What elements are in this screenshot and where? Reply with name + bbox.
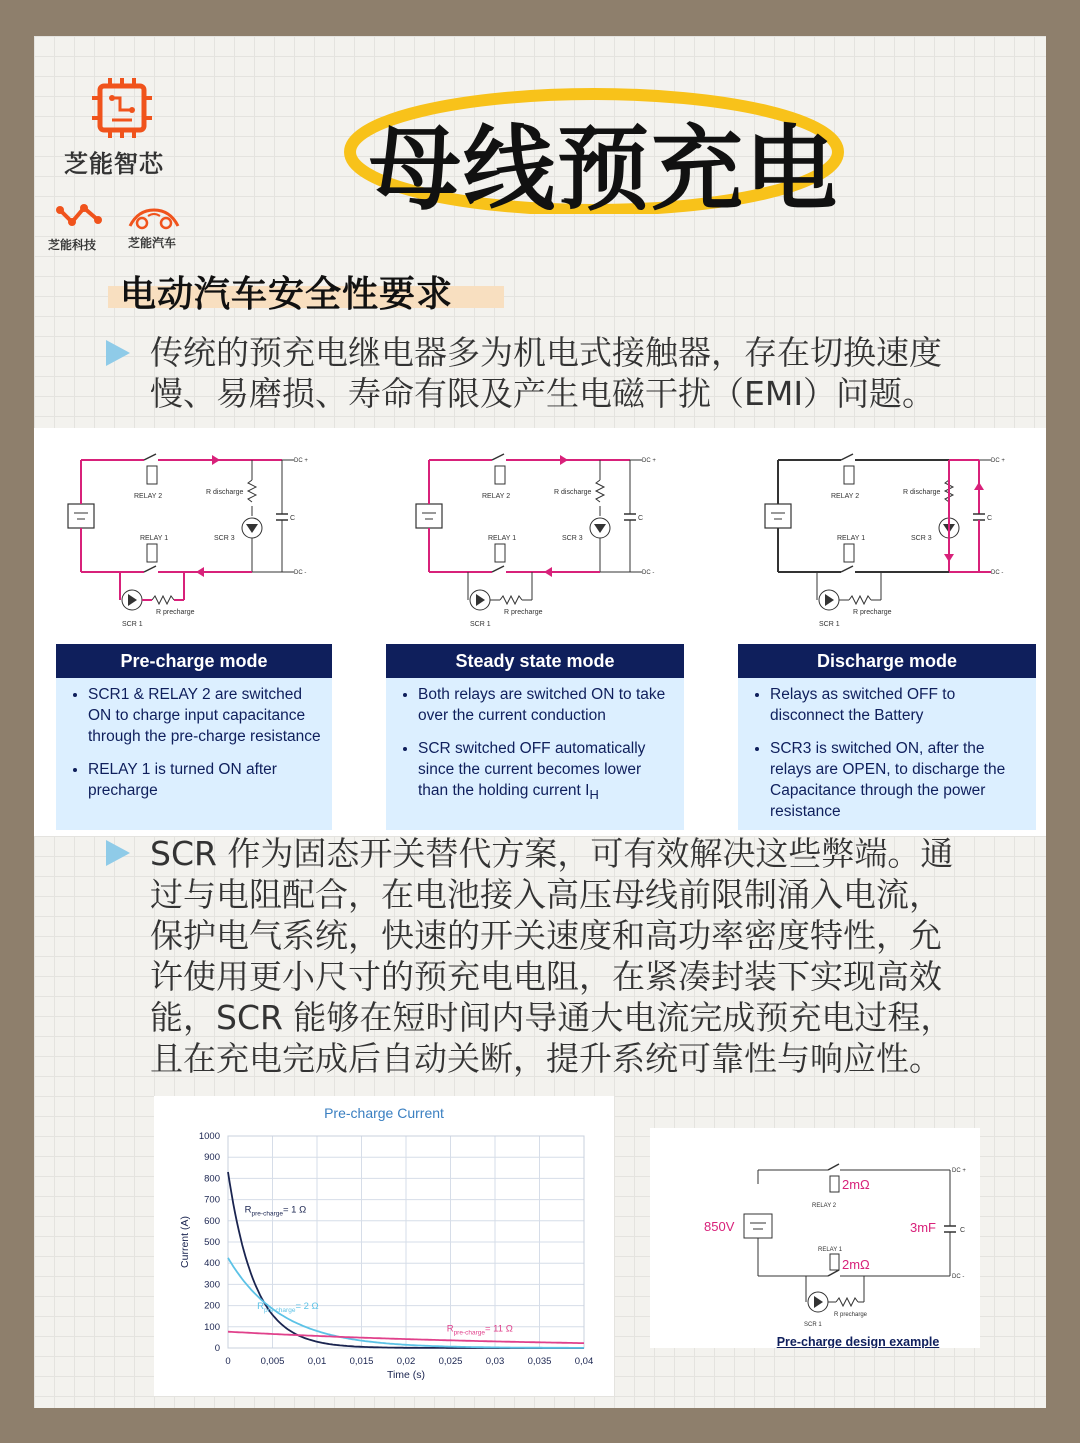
precharge-current-chart <box>154 1096 614 1396</box>
relay2-label: RELAY 2 <box>482 493 511 500</box>
x-tick-label: 0,035 <box>527 1356 552 1367</box>
battery-icon <box>68 504 94 528</box>
paragraph-line: 保护电气系统，快速的开关速度和高功率密度特性，允 <box>150 916 942 955</box>
page-title: 母线预充电 <box>368 116 839 223</box>
paragraph-2 <box>150 833 1000 1079</box>
c-label: C <box>638 515 644 522</box>
dc-plus-label: DC + <box>642 458 656 464</box>
network-icon <box>56 200 104 230</box>
x-tick-label: 0,02 <box>396 1356 416 1367</box>
resistor-icon <box>849 596 871 604</box>
battery-voltage: 850V <box>704 1219 735 1234</box>
precharge-example <box>650 1128 980 1348</box>
scr3-diode <box>594 524 606 533</box>
brand-logo <box>90 76 154 140</box>
circuit-modes-panel <box>34 428 1046 836</box>
y-tick-label: 100 <box>204 1321 220 1333</box>
title-block <box>344 84 864 223</box>
circuit-precharge <box>68 454 308 628</box>
relay-coil-icon <box>844 466 854 484</box>
current-arrow-icon <box>212 455 220 465</box>
dc-minus-label: DC - <box>991 570 1004 576</box>
resistor-icon <box>500 596 522 604</box>
scr1-diode <box>128 594 137 606</box>
dc-minus-label: DC - <box>294 570 307 576</box>
x-tick-label: 0,025 <box>438 1356 463 1367</box>
relay-coil-icon <box>844 544 854 562</box>
series-label: $R_{pre-charge}= 1$ Ω <box>244 1204 307 1218</box>
x-tick-label: 0,01 <box>307 1356 327 1367</box>
chip-icon <box>90 76 154 140</box>
relay-coil-icon <box>147 544 157 562</box>
battery-icon <box>744 1214 772 1238</box>
car-icon <box>128 206 180 232</box>
x-tick-label: 0 <box>225 1356 231 1367</box>
example-circuit <box>650 1128 980 1348</box>
paragraph-1 <box>150 332 1000 414</box>
bullet-triangle-icon <box>106 840 130 866</box>
mode-bullet-subscript: H <box>589 787 599 803</box>
section-heading-text: 电动汽车安全性要求 <box>120 274 454 315</box>
scr1-label: SCR 1 <box>122 621 143 628</box>
mode-bullet-text: SCR switched OFF automatically since the current becomes lower than the holding current I <box>418 740 646 799</box>
scr1-diode <box>476 594 485 606</box>
scr1-diode <box>814 1296 823 1308</box>
dc-minus-label: DC - <box>952 1274 965 1280</box>
relay-coil-icon <box>830 1254 839 1270</box>
mode-card-precharge <box>56 644 332 830</box>
c-label: C <box>290 515 296 522</box>
relay-coil-icon <box>830 1176 839 1192</box>
dc-plus-label: DC + <box>991 458 1005 464</box>
chart-svg <box>154 1096 614 1396</box>
scr1-label: SCR 1 <box>470 621 491 628</box>
resistor-icon <box>596 480 604 502</box>
scr1-label: SCR 1 <box>804 1322 822 1328</box>
relay-coil-icon <box>495 544 505 562</box>
sub-brand-name-2: 芝能汽车 <box>128 236 177 250</box>
y-tick-label: 700 <box>204 1194 220 1206</box>
r-precharge-label: R precharge <box>853 609 892 616</box>
y-axis-label: Current (A) <box>179 1216 191 1268</box>
y-tick-label: 400 <box>204 1258 220 1270</box>
relay-switch <box>841 454 853 460</box>
x-tick-label: 0,005 <box>260 1356 285 1367</box>
relay1-resistance: 2mΩ <box>842 1257 870 1272</box>
x-tick-label: 0,04 <box>574 1356 594 1367</box>
r-discharge-label: R discharge <box>206 489 244 496</box>
relay2-label: RELAY 2 <box>134 493 163 500</box>
relay1-label: RELAY 1 <box>140 535 169 542</box>
scr3-diode <box>246 524 258 533</box>
mode-card-discharge <box>738 644 1036 830</box>
circuit-discharge <box>765 454 1005 628</box>
sub-brand-logo-1 <box>56 200 104 230</box>
scr3-label: SCR 3 <box>214 535 235 542</box>
relay2-label: RELAY 2 <box>831 493 860 500</box>
mode-bullet: • SCR1 & RELAY 2 are switched ON to charge input capacitance through the pre-charge resistance <box>88 684 322 747</box>
dc-plus-label: DC + <box>294 458 308 464</box>
r-precharge-label: R precharge <box>156 609 195 616</box>
relay-switch <box>144 454 156 460</box>
paragraph-line: 慢、易磨损、寿命有限及产生电磁干扰（EMI）问题。 <box>150 374 936 413</box>
mode-bullet: • SCR3 is switched ON, after the relays are OPEN, to discharge the Capacitance through the power resistance <box>770 738 1026 822</box>
relay-switch <box>492 454 504 460</box>
y-tick-label: 600 <box>204 1215 220 1227</box>
paragraph-line: 许使用更小尺寸的预充电电阻，在紧凑封装下实现高效 <box>150 957 942 996</box>
r-discharge-label: R discharge <box>903 489 941 496</box>
dc-minus-label: DC - <box>642 570 655 576</box>
series-label: $R_{pre-charge}= 11$ Ω <box>446 1323 513 1337</box>
y-tick-label: 800 <box>204 1173 220 1185</box>
battery-icon <box>416 504 442 528</box>
brand-name: 芝能智芯 <box>64 150 164 178</box>
relay-coil-icon <box>147 466 157 484</box>
y-tick-label: 900 <box>204 1152 220 1164</box>
paragraph-line: 过与电阻配合，在电池接入高压母线前限制涌入电流， <box>150 875 942 914</box>
mode-bullet: • Relays as switched OFF to disconnect the Battery <box>770 684 1026 726</box>
y-tick-label: 1000 <box>198 1131 220 1142</box>
mode-title: Discharge mode <box>738 644 1036 678</box>
mode-card-steady <box>386 644 684 830</box>
y-tick-label: 300 <box>204 1279 220 1291</box>
c-label: C <box>960 1227 966 1234</box>
circuit-steady <box>416 454 656 628</box>
relay-switch <box>841 566 853 572</box>
current-arrow-icon <box>196 567 204 577</box>
relay1-label: RELAY 1 <box>488 535 517 542</box>
c-label: C <box>987 515 993 522</box>
r-precharge-label: R precharge <box>504 609 543 616</box>
mode-bullet: • RELAY 1 is turned ON after precharge <box>88 759 322 801</box>
resistor-icon <box>152 596 174 604</box>
mode-bullet: • Both relays are switched ON to take over the current conduction <box>418 684 674 726</box>
relay-switch <box>828 1164 839 1170</box>
series-label: $R_{pre-charge}= 2$ Ω <box>257 1300 319 1314</box>
capacitance: 3mF <box>910 1220 936 1235</box>
scr3-label: SCR 3 <box>911 535 932 542</box>
sub-brand-logo-2 <box>128 206 180 232</box>
current-arrow-icon <box>560 455 568 465</box>
current-arrow-icon <box>944 554 954 562</box>
mode-title: Pre-charge mode <box>56 644 332 678</box>
y-tick-label: 500 <box>204 1237 220 1248</box>
x-tick-label: 0,015 <box>349 1356 374 1367</box>
relay-coil-icon <box>495 466 505 484</box>
mode-title: Steady state mode <box>386 644 684 678</box>
resistor-icon <box>248 480 256 502</box>
r-discharge-label: R discharge <box>554 489 592 496</box>
battery-icon <box>765 504 791 528</box>
current-arrow-icon <box>544 567 552 577</box>
dc-plus-label: DC + <box>952 1168 966 1174</box>
mode-body <box>386 678 684 830</box>
paragraph-line: SCR 作为固态开关替代方案，可有效解决这些弊端。通 <box>150 834 954 873</box>
circuit-diagrams <box>34 428 1046 638</box>
relay-switch <box>492 566 504 572</box>
current-arrow-icon <box>974 482 984 490</box>
chart-title: Pre-charge Current <box>324 1105 444 1121</box>
paragraph-line: 且在充电完成后自动关断，提升系统可靠性与响应性。 <box>150 1039 942 1078</box>
x-axis-label: Time (s) <box>386 1369 426 1381</box>
resistor-icon <box>836 1298 858 1306</box>
relay-switch <box>828 1270 839 1276</box>
y-tick-label: 200 <box>204 1300 220 1312</box>
scr3-label: SCR 3 <box>562 535 583 542</box>
sub-brand-name-1: 芝能科技 <box>48 238 97 252</box>
bullet-triangle-icon <box>106 340 130 366</box>
y-tick-label: 0 <box>214 1343 220 1354</box>
paragraph-line: 能，SCR 能够在短时间内导通大电流完成预充电过程， <box>150 998 954 1037</box>
relay2-resistance: 2mΩ <box>842 1177 870 1192</box>
x-tick-label: 0,03 <box>485 1356 505 1367</box>
relay-switch <box>144 566 156 572</box>
mode-bullet <box>418 738 674 805</box>
section-heading <box>108 264 504 315</box>
mode-body <box>56 678 332 830</box>
r-precharge-label: R precharge <box>834 1312 868 1318</box>
relay1-label: RELAY 1 <box>818 1247 843 1253</box>
mode-body <box>738 678 1036 830</box>
paragraph-line: 传统的预充电继电器多为机电式接触器，存在切换速度 <box>150 333 942 372</box>
relay1-label: RELAY 1 <box>837 535 866 542</box>
example-caption: Pre-charge design example <box>776 1335 940 1348</box>
scr1-label: SCR 1 <box>819 621 840 628</box>
relay2-label: RELAY 2 <box>812 1203 837 1209</box>
scr1-diode <box>825 594 834 606</box>
page-card <box>34 36 1046 1408</box>
